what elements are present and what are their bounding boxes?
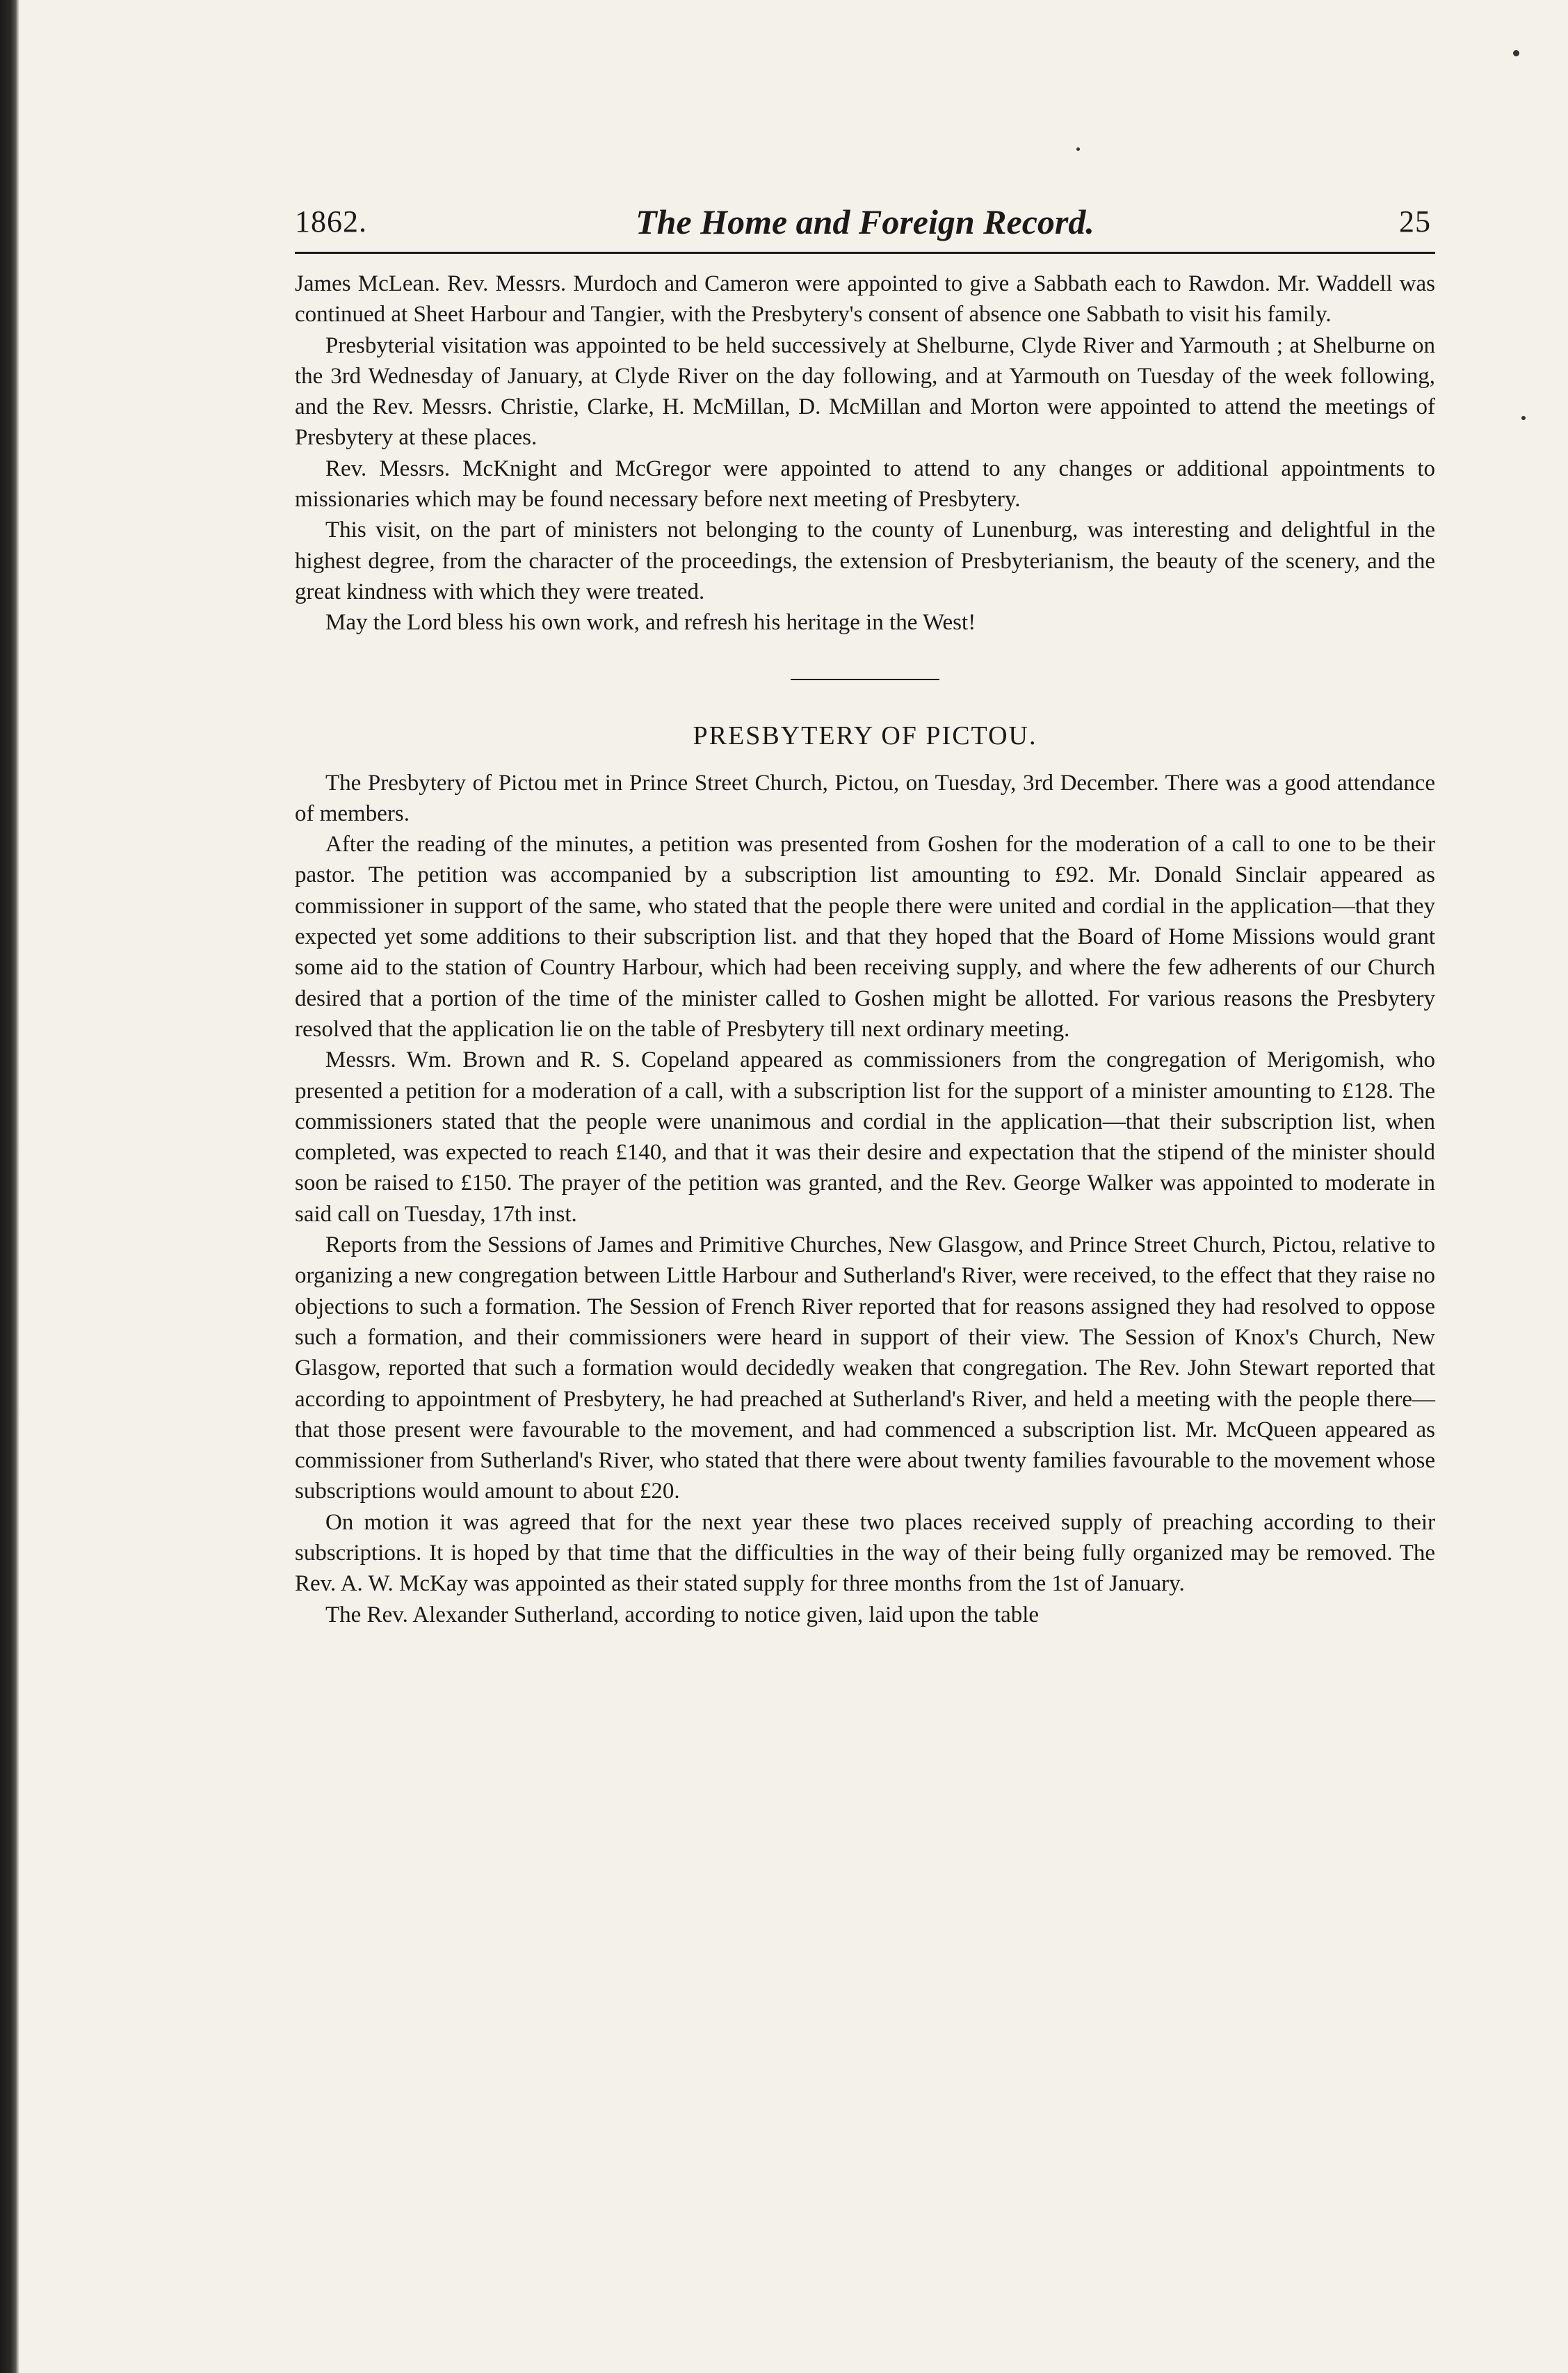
scan-binding-edge [0,0,19,2373]
paragraph: Rev. Messrs. McKnight and McGregor were appointed to attend to any changes or additional appointments to missionaries which may be found necessary before next meeting of Presbytery. [295,456,1435,513]
paragraph: On motion it was agreed that for the next year these two places received supply of preaching according to their subscriptions. It is hoped by that time that the difficulties in the way of their being fully organized may be removed. The Rev. A. W. McKay was appointed as their stated supply for three months from the 1st of January. [295,1509,1435,1597]
scan-speck [1521,416,1526,420]
section-separator [791,679,939,680]
section-heading: PRESBYTERY OF PICTOU. [693,721,1037,750]
running-head [295,200,1435,249]
running-head-year: 1862. [295,204,367,239]
page-number: 25 [1399,204,1431,239]
scan-speck [1513,50,1519,56]
paragraph: Reports from the Sessions of James and Primitive Churches, New Glasgow, and Prince Street Church, Pictou, relative to organizing a new congregation between Little Harbour and Sutherland's River, were received, to the effect that they raise no objections to such a formation. The Session of French River reported that for reasons assigned they had resolved to oppose such a formation, and their commissioners were heard in support of their view. The Session of Knox's Church, New Glasgow, reported that such a formation would decidedly weaken that congregation. The Rev. John Stewart reported that according to appointment of Presbytery, he had preached at Sutherland's River, and held a meeting with the people there—that those present were favourable to the movement, and had commenced a subscription list. Mr. McQueen appeared as commissioner from Sutherland's River, who stated that there were about twenty families favourable to the movement whose subscriptions would amount to about £20. [295,1232,1435,1504]
paragraph: Messrs. Wm. Brown and R. S. Copeland appeared as commissioners from the congregation of Merigomish, who presented a petition for a moderation of a call, with a subscription list for the support of a minister amounting to £128. The commissioners stated that the people were unanimous and cordial in the application—that their subscription list, when completed, was expected to reach £140, and that it was their desire and expectation that the stipend of the minister should soon be raised to £150. The prayer of the petition was granted, and the Rev. George Walker was appointed to moderate in said call on Tuesday, 17th inst. [295,1047,1435,1227]
running-head-title: The Home and Foreign Record. [636,202,1094,241]
paragraph: James McLean. Rev. Messrs. Murdoch and Cameron were appointed to give a Sabbath each to Rawdon. Mr. Waddell was continued at Sheet Harbour and Tangier, with the Presbytery's consent of absence one Sabbath to visit his family. [295,271,1435,328]
paragraph: This visit, on the part of ministers not belonging to the county of Lunenburg, was interesting and delightful in the highest degree, from the character of the proceedings, the extension of Presbyterianism, the beauty of the scenery, and the great kindness with which they were treated. [295,517,1435,604]
paragraph: Presbyterial visitation was appointed to be held successively at Shelburne, Clyde River and Yarmouth ; at Shelburne on the 3rd Wednesday of January, at Clyde River on the day following, and at Yarmouth on Tuesday of the week following, and the Rev. Messrs. Christie, Clarke, H. McMillan, D. McMillan and Morton were appointed to attend the meetings of Presbytery at these places. [295,332,1435,451]
paragraph: May the Lord bless his own work, and refresh his heritage in the West! [325,610,976,636]
paragraph: The Rev. Alexander Sutherland, according to notice given, laid upon the table [325,1602,1040,1627]
book-page [295,0,1435,2373]
header-rule [295,252,1435,254]
paragraph: The Presbytery of Pictou met in Prince Street Church, Pictou, on Tuesday, 3rd December. There was a good attendance of members. [295,770,1435,826]
body-text [295,268,1435,1630]
paragraph: After the reading of the minutes, a petition was presented from Goshen for the moderation of a call to one to be their pastor. The petition was accompanied by a subscription list amounting to £92. Mr. Donald Sinclair appeared as commissioner in support of the same, who stated that the people there were united and cordial in the application—that they expected yet some additions to their subscription list. and that they hoped that the Board of Home Missions would grant some aid to the station of Country Harbour, which had been receiving supply, and where the few adherents of our Church desired that a portion of the time of the minister called to Goshen might be allotted. For various reasons the Presbytery resolved that the application lie on the table of Presbytery till next ordinary meeting. [295,832,1435,1042]
